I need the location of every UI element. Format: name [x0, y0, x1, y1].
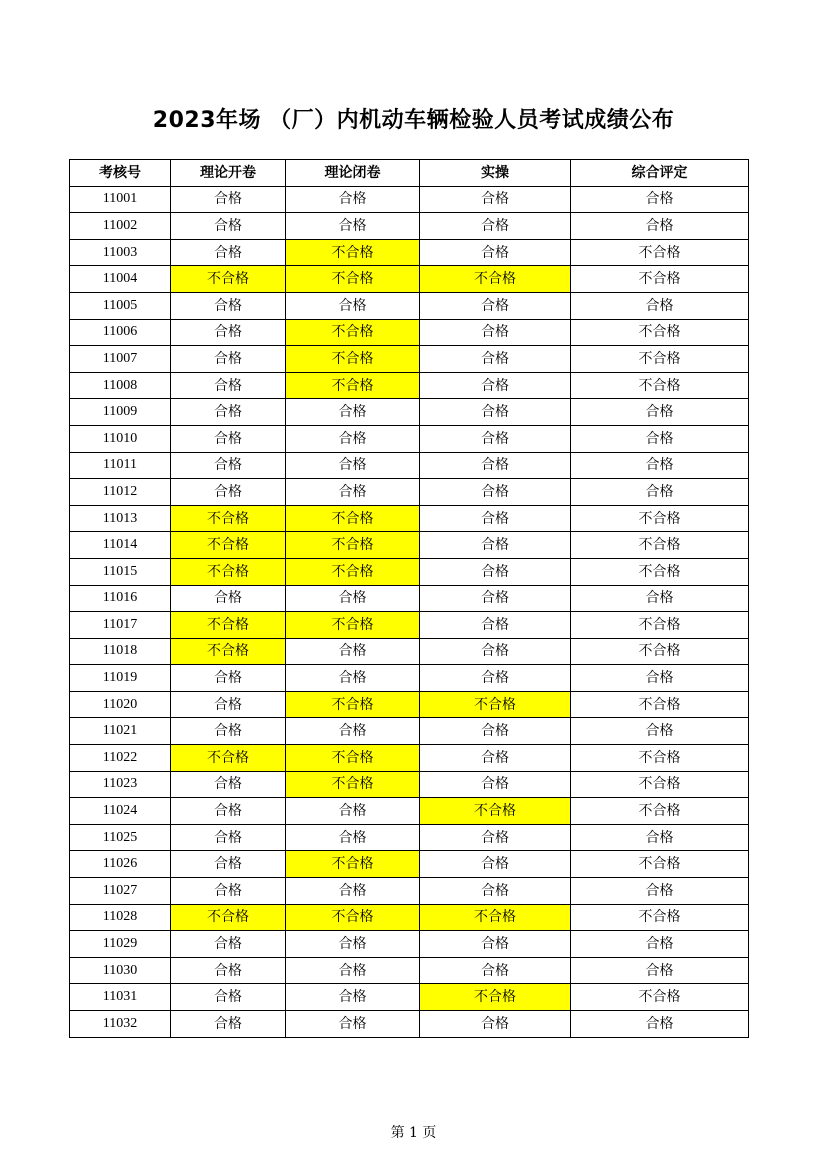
cell-exam-id: 11020	[70, 691, 171, 718]
cell-overall: 不合格	[571, 984, 749, 1011]
table-row	[70, 904, 749, 931]
cell-practical: 不合格	[420, 798, 571, 825]
cell-theory-closed: 不合格	[286, 558, 420, 585]
cell-theory-open: 合格	[171, 798, 286, 825]
table-row	[70, 452, 749, 479]
cell-exam-id: 11003	[70, 239, 171, 266]
cell-theory-open: 合格	[171, 372, 286, 399]
cell-practical: 合格	[420, 612, 571, 639]
page-title: 2023年场 （厂）内机动车辆检验人员考试成绩公布	[152, 108, 675, 133]
header-practical: 实操	[420, 160, 571, 187]
cell-theory-closed: 合格	[286, 718, 420, 745]
cell-exam-id: 11024	[70, 798, 171, 825]
cell-overall: 不合格	[571, 532, 749, 559]
cell-theory-closed: 合格	[286, 1011, 420, 1038]
cell-practical: 合格	[420, 1011, 571, 1038]
cell-overall: 不合格	[571, 239, 749, 266]
table-row	[70, 532, 749, 559]
cell-exam-id: 11027	[70, 878, 171, 905]
cell-theory-closed: 合格	[286, 878, 420, 905]
header-exam-id: 考核号	[70, 160, 171, 187]
cell-theory-open: 合格	[171, 479, 286, 506]
table-row	[70, 266, 749, 293]
cell-theory-open: 合格	[171, 213, 286, 240]
cell-exam-id: 11013	[70, 505, 171, 532]
cell-theory-open: 合格	[171, 585, 286, 612]
table-row	[70, 745, 749, 772]
cell-exam-id: 11009	[70, 399, 171, 426]
table-row	[70, 558, 749, 585]
cell-theory-closed: 不合格	[286, 505, 420, 532]
cell-exam-id: 11006	[70, 319, 171, 346]
cell-theory-closed: 不合格	[286, 691, 420, 718]
cell-theory-open: 合格	[171, 399, 286, 426]
table-row	[70, 425, 749, 452]
cell-overall: 合格	[571, 1011, 749, 1038]
cell-exam-id: 11030	[70, 957, 171, 984]
cell-theory-open: 不合格	[171, 904, 286, 931]
cell-overall: 不合格	[571, 771, 749, 798]
table-row	[70, 931, 749, 958]
cell-exam-id: 11005	[70, 292, 171, 319]
cell-exam-id: 11032	[70, 1011, 171, 1038]
results-table	[69, 159, 749, 1038]
cell-practical: 合格	[420, 878, 571, 905]
cell-practical: 合格	[420, 532, 571, 559]
cell-theory-closed: 不合格	[286, 771, 420, 798]
cell-theory-closed: 合格	[286, 585, 420, 612]
cell-overall: 不合格	[571, 505, 749, 532]
cell-theory-open: 合格	[171, 346, 286, 373]
table-row	[70, 292, 749, 319]
cell-theory-closed: 不合格	[286, 851, 420, 878]
cell-theory-open: 合格	[171, 1011, 286, 1038]
table-row	[70, 479, 749, 506]
cell-overall: 不合格	[571, 638, 749, 665]
cell-theory-closed: 合格	[286, 425, 420, 452]
cell-theory-closed: 合格	[286, 213, 420, 240]
cell-overall: 合格	[571, 931, 749, 958]
cell-overall: 不合格	[571, 745, 749, 772]
cell-practical: 合格	[420, 425, 571, 452]
cell-theory-open: 合格	[171, 239, 286, 266]
cell-theory-closed: 不合格	[286, 372, 420, 399]
cell-theory-closed: 合格	[286, 798, 420, 825]
page-number: 第 1 页	[390, 1125, 437, 1141]
table-row	[70, 718, 749, 745]
table-row	[70, 399, 749, 426]
cell-exam-id: 11004	[70, 266, 171, 293]
cell-theory-closed: 不合格	[286, 612, 420, 639]
cell-practical: 合格	[420, 213, 571, 240]
cell-theory-closed: 不合格	[286, 319, 420, 346]
cell-exam-id: 11025	[70, 824, 171, 851]
cell-theory-closed: 不合格	[286, 745, 420, 772]
cell-practical: 合格	[420, 239, 571, 266]
cell-overall: 合格	[571, 399, 749, 426]
cell-practical: 不合格	[420, 691, 571, 718]
table-row	[70, 1011, 749, 1038]
table-row	[70, 957, 749, 984]
cell-practical: 合格	[420, 745, 571, 772]
cell-exam-id: 11017	[70, 612, 171, 639]
cell-exam-id: 11002	[70, 213, 171, 240]
cell-practical: 合格	[420, 558, 571, 585]
cell-theory-open: 不合格	[171, 745, 286, 772]
table-row	[70, 851, 749, 878]
cell-overall: 不合格	[571, 266, 749, 293]
cell-overall: 不合格	[571, 612, 749, 639]
cell-practical: 不合格	[420, 984, 571, 1011]
cell-overall: 合格	[571, 718, 749, 745]
cell-overall: 合格	[571, 585, 749, 612]
cell-theory-open: 合格	[171, 824, 286, 851]
cell-theory-closed: 不合格	[286, 346, 420, 373]
cell-theory-open: 合格	[171, 665, 286, 692]
cell-exam-id: 11019	[70, 665, 171, 692]
cell-theory-open: 合格	[171, 984, 286, 1011]
table-row	[70, 878, 749, 905]
cell-practical: 合格	[420, 319, 571, 346]
cell-theory-open: 合格	[171, 931, 286, 958]
cell-overall: 不合格	[571, 851, 749, 878]
cell-exam-id: 11007	[70, 346, 171, 373]
cell-theory-closed: 合格	[286, 292, 420, 319]
cell-practical: 合格	[420, 824, 571, 851]
cell-exam-id: 11021	[70, 718, 171, 745]
cell-theory-open: 合格	[171, 691, 286, 718]
table-row	[70, 984, 749, 1011]
table-row	[70, 186, 749, 213]
table-header-row	[70, 160, 749, 187]
cell-theory-closed: 合格	[286, 957, 420, 984]
cell-theory-closed: 合格	[286, 931, 420, 958]
cell-practical: 合格	[420, 851, 571, 878]
cell-overall: 不合格	[571, 691, 749, 718]
cell-practical: 合格	[420, 931, 571, 958]
cell-overall: 合格	[571, 824, 749, 851]
cell-theory-open: 合格	[171, 878, 286, 905]
cell-overall: 不合格	[571, 798, 749, 825]
table-row	[70, 824, 749, 851]
cell-theory-closed: 合格	[286, 479, 420, 506]
cell-theory-open: 合格	[171, 851, 286, 878]
table-row	[70, 665, 749, 692]
table-row	[70, 612, 749, 639]
cell-theory-open: 不合格	[171, 266, 286, 293]
cell-theory-open: 不合格	[171, 638, 286, 665]
cell-exam-id: 11031	[70, 984, 171, 1011]
cell-exam-id: 11008	[70, 372, 171, 399]
cell-theory-open: 不合格	[171, 612, 286, 639]
table-row	[70, 346, 749, 373]
header-overall: 综合评定	[571, 160, 749, 187]
cell-overall: 合格	[571, 213, 749, 240]
cell-overall: 合格	[571, 957, 749, 984]
cell-theory-closed: 合格	[286, 824, 420, 851]
cell-exam-id: 11001	[70, 186, 171, 213]
table-row	[70, 585, 749, 612]
header-theory-closed: 理论闭卷	[286, 160, 420, 187]
cell-exam-id: 11011	[70, 452, 171, 479]
cell-practical: 合格	[420, 585, 571, 612]
table-row	[70, 239, 749, 266]
cell-theory-open: 合格	[171, 452, 286, 479]
cell-overall: 不合格	[571, 904, 749, 931]
cell-practical: 合格	[420, 399, 571, 426]
cell-overall: 合格	[571, 425, 749, 452]
cell-practical: 不合格	[420, 904, 571, 931]
cell-theory-open: 合格	[171, 771, 286, 798]
cell-practical: 合格	[420, 771, 571, 798]
cell-practical: 合格	[420, 505, 571, 532]
table-row	[70, 638, 749, 665]
table-row	[70, 213, 749, 240]
cell-overall: 不合格	[571, 319, 749, 346]
cell-practical: 合格	[420, 372, 571, 399]
table-row	[70, 319, 749, 346]
table-row	[70, 691, 749, 718]
cell-theory-closed: 合格	[286, 399, 420, 426]
cell-exam-id: 11015	[70, 558, 171, 585]
table-row	[70, 372, 749, 399]
table-row	[70, 798, 749, 825]
header-theory-open: 理论开卷	[171, 160, 286, 187]
cell-theory-open: 不合格	[171, 505, 286, 532]
cell-practical: 合格	[420, 346, 571, 373]
cell-theory-open: 不合格	[171, 558, 286, 585]
cell-overall: 合格	[571, 292, 749, 319]
cell-practical: 合格	[420, 479, 571, 506]
cell-theory-closed: 不合格	[286, 904, 420, 931]
cell-exam-id: 11010	[70, 425, 171, 452]
cell-exam-id: 11026	[70, 851, 171, 878]
cell-practical: 合格	[420, 718, 571, 745]
cell-exam-id: 11012	[70, 479, 171, 506]
cell-practical: 合格	[420, 665, 571, 692]
cell-exam-id: 11018	[70, 638, 171, 665]
table-row	[70, 771, 749, 798]
cell-theory-closed: 合格	[286, 186, 420, 213]
cell-theory-open: 合格	[171, 319, 286, 346]
cell-exam-id: 11014	[70, 532, 171, 559]
cell-exam-id: 11028	[70, 904, 171, 931]
cell-overall: 合格	[571, 665, 749, 692]
cell-theory-open: 不合格	[171, 532, 286, 559]
cell-overall: 合格	[571, 452, 749, 479]
cell-overall: 不合格	[571, 346, 749, 373]
cell-theory-closed: 合格	[286, 638, 420, 665]
cell-theory-closed: 合格	[286, 665, 420, 692]
cell-overall: 合格	[571, 186, 749, 213]
cell-practical: 合格	[420, 957, 571, 984]
cell-practical: 合格	[420, 452, 571, 479]
cell-theory-closed: 合格	[286, 452, 420, 479]
table-row	[70, 505, 749, 532]
cell-theory-open: 合格	[171, 292, 286, 319]
cell-theory-open: 合格	[171, 425, 286, 452]
cell-theory-open: 合格	[171, 718, 286, 745]
cell-theory-open: 合格	[171, 957, 286, 984]
cell-theory-open: 合格	[171, 186, 286, 213]
cell-exam-id: 11029	[70, 931, 171, 958]
cell-exam-id: 11016	[70, 585, 171, 612]
cell-theory-closed: 不合格	[286, 532, 420, 559]
cell-overall: 合格	[571, 878, 749, 905]
cell-exam-id: 11022	[70, 745, 171, 772]
cell-theory-closed: 合格	[286, 984, 420, 1011]
cell-overall: 合格	[571, 479, 749, 506]
cell-theory-closed: 不合格	[286, 266, 420, 293]
cell-exam-id: 11023	[70, 771, 171, 798]
cell-practical: 合格	[420, 292, 571, 319]
cell-practical: 不合格	[420, 266, 571, 293]
cell-theory-closed: 不合格	[286, 239, 420, 266]
cell-practical: 合格	[420, 186, 571, 213]
cell-overall: 不合格	[571, 558, 749, 585]
cell-overall: 不合格	[571, 372, 749, 399]
cell-practical: 合格	[420, 638, 571, 665]
